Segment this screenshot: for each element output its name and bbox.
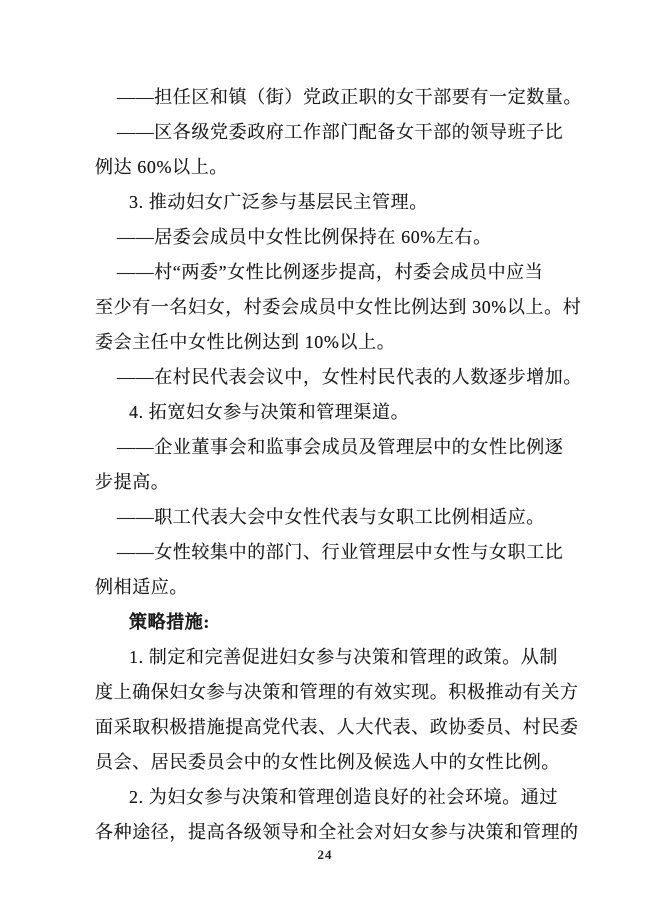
text-line: 委会主任中女性比例达到 10%以上。 [95, 332, 396, 352]
text-line-numbered-item: 2. 为妇女参与决策和管理创造良好的社会环境。通过 [129, 787, 558, 807]
text-line: ——职工代表大会中女性代表与女职工比例相适应。 [117, 507, 545, 527]
text-line-numbered-item: 4. 拓宽妇女参与决策和管理渠道。 [129, 402, 410, 422]
text-line: ——在村民代表会议中，女性村民代表的人数逐步增加。 [117, 367, 582, 387]
section-heading: 策略措施: [129, 612, 210, 632]
text-line: 例达 60%以上。 [95, 157, 228, 177]
text-line: ——村“两委”女性比例逐步提高，村委会成员中应当 [117, 262, 544, 282]
text-line: 度上确保妇女参与决策和管理的有效实现。积极推动有关方 [95, 682, 579, 702]
text-line: 各种途径，提高各级领导和全社会对妇女参与决策和管理的 [95, 822, 579, 842]
text-line: ——居委会成员中女性比例保持在 60%左右。 [117, 227, 492, 247]
text-line: 步提高。 [95, 472, 170, 492]
page-number: 24 [317, 847, 333, 862]
text-line: 例相适应。 [95, 577, 188, 597]
document-body [95, 80, 582, 850]
text-line: 面采取积极措施提高党代表、人大代表、政协委员、村民委 [95, 717, 579, 737]
text-line-numbered-item: 1. 制定和完善促进妇女参与决策和管理的政策。从制 [129, 647, 558, 667]
text-line-numbered-item: 3. 推动妇女广泛参与基层民主管理。 [129, 192, 428, 212]
text-line: ——企业董事会和监事会成员及管理层中的女性比例逐 [117, 437, 564, 457]
text-line: ——区各级党委政府工作部门配备女干部的领导班子比 [117, 122, 564, 142]
text-line: 至少有一名妇女，村委会成员中女性比例达到 30%以上。村 [95, 297, 582, 317]
text-line: ——担任区和镇（街）党政正职的女干部要有一定数量。 [117, 87, 582, 107]
text-line: 员会、居民委员会中的女性比例及候选人中的女性比例。 [95, 752, 560, 772]
text-line: ——女性较集中的部门、行业管理层中女性与女职工比 [117, 542, 564, 562]
